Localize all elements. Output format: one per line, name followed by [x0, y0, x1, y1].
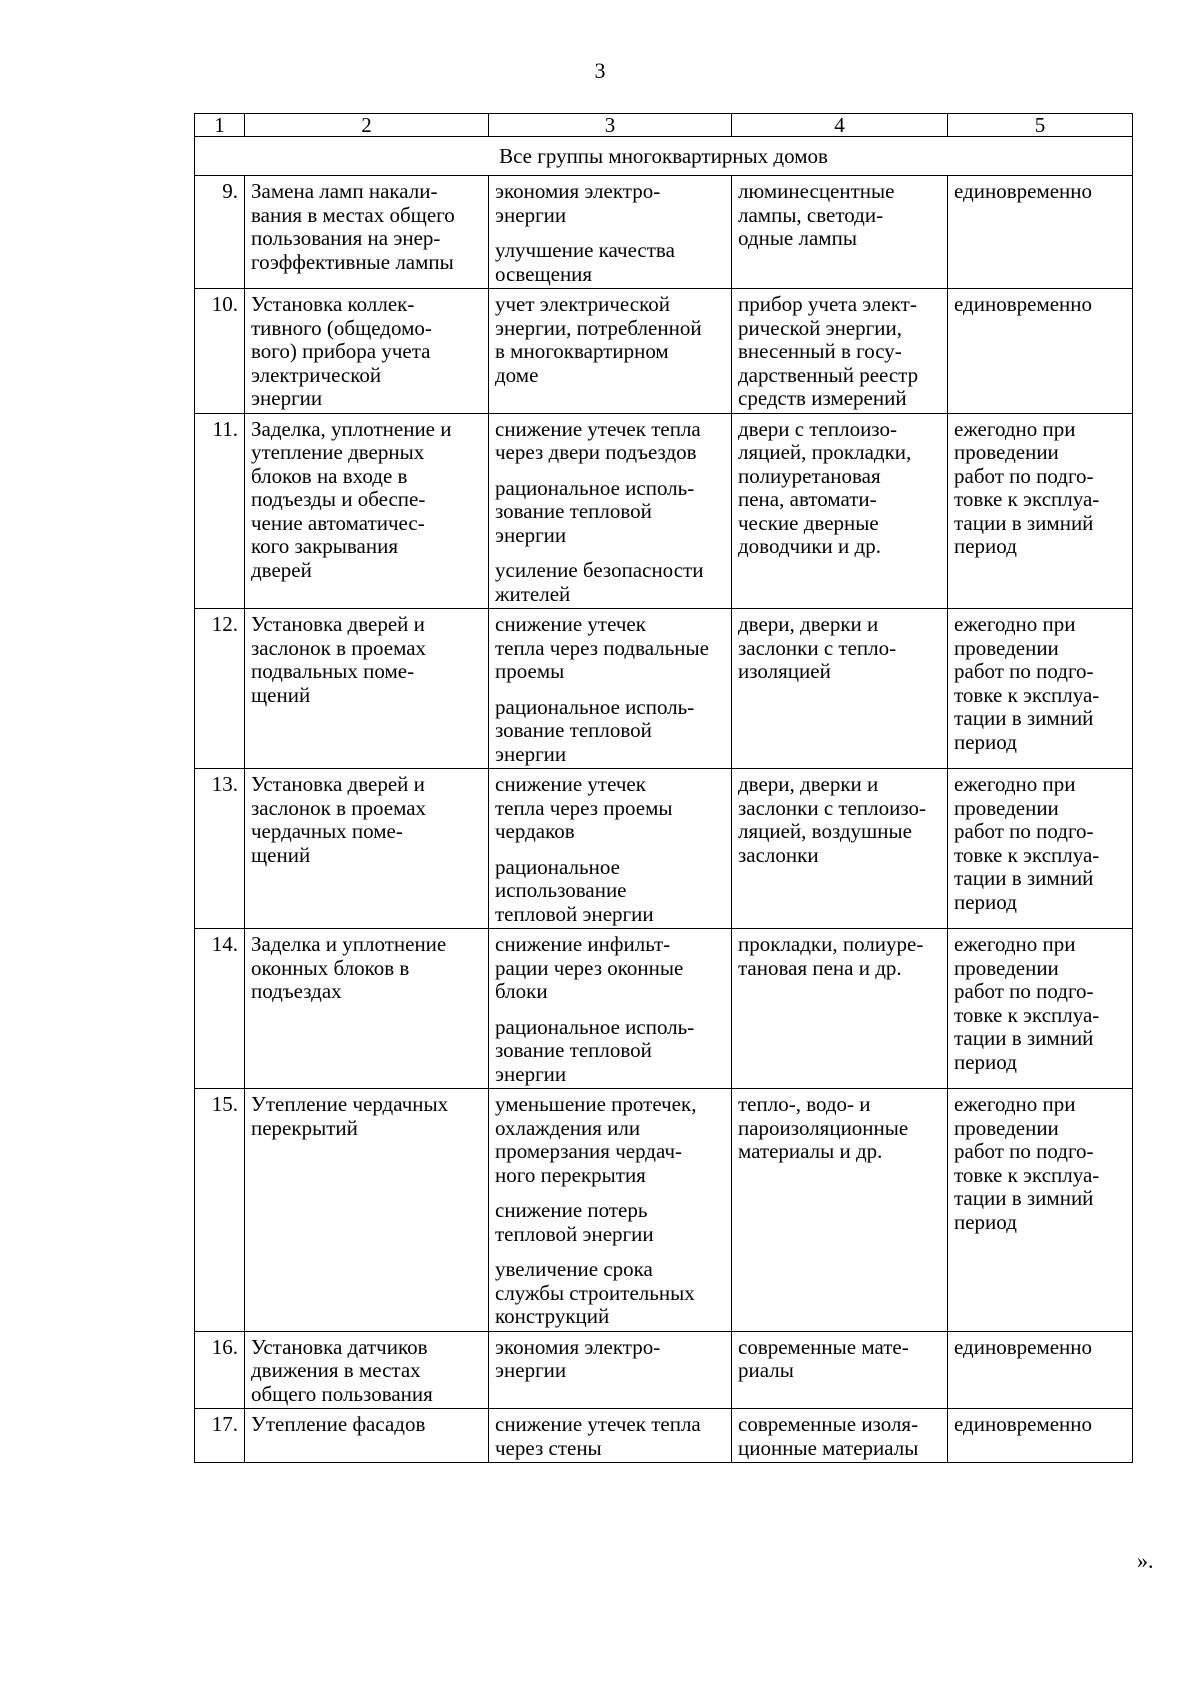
- frequency-cell: [948, 176, 1133, 289]
- effect-paragraph: [495, 239, 725, 286]
- effect-paragraph: [495, 1258, 725, 1329]
- cell-text-line: работ по подго-: [954, 819, 1094, 843]
- cell-text-line: зование тепловой: [495, 499, 652, 523]
- frequency-cell: [948, 609, 1133, 769]
- cell-text-line: тации в зимний: [954, 1026, 1094, 1050]
- cell-text-line: зование тепловой: [495, 718, 652, 742]
- effect-paragraph: [495, 418, 725, 465]
- cell-text-line: тепло-, водо- и: [738, 1092, 871, 1116]
- cell-text-line: заслонок в проемах: [251, 795, 427, 820]
- cell-text-line: ежегодно при: [954, 1092, 1076, 1116]
- row-number: 9.: [195, 176, 245, 289]
- cell-text-line: подвальных поме-: [251, 659, 415, 683]
- cell-text-line: рациональное исполь-: [495, 694, 695, 719]
- table-row: [195, 413, 1133, 609]
- expected-effect-cell: [489, 413, 732, 609]
- measure-name-cell: [245, 289, 489, 414]
- frequency-cell: [948, 289, 1133, 414]
- table-row: [195, 929, 1133, 1089]
- cell-text-line: Заделка, уплотнение и: [251, 416, 452, 441]
- cell-text-line: энергии: [495, 1358, 567, 1382]
- table-row: [195, 289, 1133, 414]
- cell-text-line: улучшение качества: [495, 238, 675, 262]
- cell-text-line: чердаков: [495, 819, 575, 843]
- equipment-cell: [732, 609, 948, 769]
- equipment-cell: [732, 1331, 948, 1409]
- cell-text-line: товке к эксплуа-: [954, 1162, 1100, 1187]
- cell-text-line: службы строительных: [495, 1280, 695, 1305]
- cell-text-line: внесенный в госу-: [738, 339, 902, 363]
- equipment-cell: [732, 769, 948, 929]
- cell-text-line: энергии: [495, 741, 567, 766]
- cell-text-line: проемы: [495, 659, 565, 683]
- measure-name-cell: [245, 413, 489, 609]
- effect-paragraph: [495, 933, 725, 1004]
- cell-text-line: тации в зимний: [954, 1186, 1094, 1210]
- cell-text-line: работ по подго-: [954, 659, 1094, 683]
- cell-text-line: заслонки с тепло-: [738, 635, 897, 660]
- cell-text-line: работ по подго-: [954, 979, 1094, 1003]
- expected-effect-cell: [489, 1409, 732, 1463]
- table-body: [195, 114, 1133, 1463]
- expected-effect-cell: [489, 289, 732, 414]
- group-header-row: [195, 137, 1133, 176]
- cell-text-line: энергии: [495, 1061, 567, 1086]
- cell-text-line: ежегодно при: [954, 932, 1076, 956]
- expected-effect-cell: [489, 176, 732, 289]
- table-row: [195, 1409, 1133, 1463]
- cell-text-line: зование тепловой: [495, 1038, 652, 1062]
- column-number-cell: 4: [732, 114, 948, 137]
- cell-text-line: через двери подъездов: [495, 440, 697, 464]
- cell-text-line: в многоквартирном: [495, 339, 669, 363]
- effect-paragraph: [495, 477, 725, 548]
- cell-text-line: доме: [495, 362, 539, 387]
- column-number-row: [195, 114, 1133, 137]
- effect-paragraph: [495, 1199, 725, 1246]
- equipment-cell: [732, 176, 948, 289]
- cell-text-line: энергии: [251, 386, 323, 410]
- expected-effect-cell: [489, 769, 732, 929]
- measure-name-cell: [245, 609, 489, 769]
- cell-text-line: через стены: [495, 1435, 602, 1460]
- cell-text-line: оконных блоков в: [251, 955, 410, 980]
- cell-text-line: электрической: [251, 362, 382, 387]
- table-row: [195, 1331, 1133, 1409]
- cell-text-line: блоков на входе в: [251, 463, 408, 488]
- effect-paragraph: [495, 559, 725, 606]
- measure-name-cell: [245, 1331, 489, 1409]
- cell-text-line: товке к эксплуа-: [954, 842, 1100, 867]
- cell-text-line: экономия электро-: [495, 179, 661, 203]
- cell-text-line: гоэффективные лампы: [251, 249, 454, 274]
- cell-text-line: тепловой энергии: [495, 901, 654, 926]
- cell-text-line: Замена ламп накали-: [251, 179, 438, 203]
- frequency-cell: [948, 1331, 1133, 1409]
- cell-text-line: пароизоляционные: [738, 1115, 909, 1140]
- row-number: 16.: [195, 1331, 245, 1409]
- cell-text-line: период: [954, 1049, 1017, 1074]
- row-number: 11.: [195, 413, 245, 609]
- cell-text-line: снижение инфильт-: [495, 932, 671, 956]
- cell-text-line: ежегодно при: [954, 612, 1076, 636]
- frequency-cell: [948, 413, 1133, 609]
- cell-text-line: период: [954, 534, 1017, 558]
- cell-text-line: тепла через подвальные: [495, 635, 709, 660]
- effect-paragraph: [495, 856, 725, 927]
- cell-text-line: Установка датчиков: [251, 1334, 428, 1359]
- effect-paragraph: [495, 1413, 725, 1460]
- cell-text-line: экономия электро-: [495, 1334, 661, 1359]
- cell-text-line: ежегодно при: [954, 416, 1076, 441]
- cell-text-line: проведении: [954, 955, 1059, 980]
- cell-text-line: перекрытий: [251, 1115, 358, 1140]
- cell-text-line: рациональное: [495, 854, 620, 879]
- effect-paragraph: [495, 1016, 725, 1087]
- column-number-cell: 5: [948, 114, 1133, 137]
- cell-text-line: Установка дверей и: [251, 772, 425, 796]
- cell-text-line: освещения: [495, 261, 593, 286]
- cell-text-line: единовременно: [954, 292, 1093, 316]
- cell-text-line: рациональное исполь-: [495, 475, 695, 500]
- cell-text-line: снижение утечек: [495, 612, 646, 636]
- cell-text-line: полиуретановая: [738, 463, 881, 488]
- cell-text-line: щений: [251, 682, 311, 707]
- page-number: 3: [594, 58, 606, 83]
- row-number: 15.: [195, 1089, 245, 1332]
- cell-text-line: единовременно: [954, 179, 1093, 203]
- cell-text-line: проведении: [954, 440, 1059, 464]
- table-row: [195, 176, 1133, 289]
- cell-text-line: работ по подго-: [954, 463, 1094, 488]
- cell-text-line: проведении: [954, 635, 1059, 660]
- cell-text-line: проведении: [954, 1115, 1059, 1140]
- cell-text-line: работ по подго-: [954, 1139, 1094, 1163]
- cell-text-line: энергии: [495, 202, 567, 227]
- cell-text-line: тановая пена и др.: [738, 955, 902, 980]
- cell-text-line: снижение утечек тепла: [495, 416, 701, 441]
- cell-text-line: ляцией, прокладки,: [738, 440, 912, 464]
- cell-text-line: общего пользования: [251, 1381, 433, 1406]
- table-row: [195, 1089, 1133, 1332]
- cell-text-line: ческие дверные: [738, 510, 879, 535]
- cell-text-line: период: [954, 1209, 1017, 1234]
- cell-text-line: Утепление фасадов: [251, 1412, 426, 1436]
- measure-name-cell: [245, 769, 489, 929]
- cell-text-line: чердачных поме-: [251, 819, 403, 843]
- cell-text-line: товке к эксплуа-: [954, 1002, 1100, 1027]
- effect-paragraph: [495, 1336, 725, 1383]
- effect-paragraph: [495, 613, 725, 684]
- cell-text-line: рациональное исполь-: [495, 1014, 695, 1039]
- cell-text-line: вания в местах общего: [251, 202, 455, 227]
- cell-text-line: заслонок в проемах: [251, 635, 427, 660]
- frequency-cell: [948, 1089, 1133, 1332]
- cell-text-line: Заделка и уплотнение: [251, 932, 447, 956]
- cell-text-line: щений: [251, 842, 311, 867]
- cell-text-line: тации в зимний: [954, 510, 1094, 535]
- cell-text-line: материалы и др.: [738, 1139, 883, 1163]
- equipment-cell: [732, 289, 948, 414]
- cell-text-line: рации через оконные: [495, 955, 684, 980]
- cell-text-line: двери, дверки и: [738, 772, 879, 796]
- cell-text-line: доводчики и др.: [738, 534, 881, 558]
- closing-quote-mark: ».: [1137, 1548, 1154, 1573]
- expected-effect-cell: [489, 1331, 732, 1409]
- cell-text-line: ного перекрытия: [495, 1162, 646, 1187]
- cell-text-line: тепловой энергии: [495, 1221, 654, 1246]
- cell-text-line: современные мате-: [738, 1334, 909, 1359]
- cell-text-line: пена, автомати-: [738, 487, 877, 511]
- cell-text-line: энергии: [495, 522, 567, 547]
- energy-measures-table: [194, 113, 1133, 1463]
- cell-text-line: заслонки: [738, 842, 819, 867]
- cell-text-line: увеличение срока: [495, 1257, 653, 1281]
- cell-text-line: подъездах: [251, 979, 342, 1003]
- cell-text-line: тации в зимний: [954, 866, 1094, 890]
- cell-text-line: усиление безопасности: [495, 558, 704, 582]
- cell-text-line: дверей: [251, 557, 312, 582]
- column-number-cell: 2: [245, 114, 489, 137]
- cell-text-line: дарственный реестр: [738, 362, 919, 387]
- cell-text-line: двери, дверки и: [738, 612, 879, 636]
- cell-text-line: заслонки с теплоизо-: [738, 795, 927, 820]
- cell-text-line: чение автоматичес-: [251, 510, 425, 535]
- cell-text-line: пользования на энер-: [251, 226, 441, 250]
- cell-text-line: кого закрывания: [251, 534, 398, 558]
- cell-text-line: промерзания чердач-: [495, 1139, 683, 1163]
- group-title: Все группы многоквартирных домов: [195, 137, 1133, 176]
- cell-text-line: подъезды и обеспе-: [251, 487, 426, 511]
- effect-paragraph: [495, 180, 725, 227]
- cell-text-line: период: [954, 889, 1017, 914]
- cell-text-line: снижение утечек: [495, 772, 646, 796]
- column-number-cell: 3: [489, 114, 732, 137]
- cell-text-line: люминесцентные: [738, 179, 895, 203]
- expected-effect-cell: [489, 1089, 732, 1332]
- cell-text-line: блоки: [495, 979, 548, 1003]
- expected-effect-cell: [489, 609, 732, 769]
- equipment-cell: [732, 1409, 948, 1463]
- cell-text-line: товке к эксплуа-: [954, 682, 1100, 707]
- cell-text-line: тивного (общедомо-: [251, 315, 432, 340]
- cell-text-line: изоляцией: [738, 659, 831, 683]
- measure-name-cell: [245, 1089, 489, 1332]
- cell-text-line: конструкций: [495, 1304, 610, 1328]
- row-number: 10.: [195, 289, 245, 414]
- cell-text-line: ционные материалы: [738, 1435, 919, 1460]
- effect-paragraph: [495, 773, 725, 844]
- cell-text-line: энергии, потребленной: [495, 315, 702, 340]
- frequency-cell: [948, 1409, 1133, 1463]
- cell-text-line: учет электрической: [495, 292, 670, 316]
- cell-text-line: единовременно: [954, 1412, 1093, 1436]
- cell-text-line: средств измерений: [738, 386, 907, 410]
- frequency-cell: [948, 929, 1133, 1089]
- cell-text-line: тепла через проемы: [495, 795, 673, 820]
- cell-text-line: ляцией, воздушные: [738, 819, 912, 843]
- cell-text-line: проведении: [954, 795, 1059, 820]
- expected-effect-cell: [489, 929, 732, 1089]
- cell-text-line: использование: [495, 878, 627, 902]
- effect-paragraph: [495, 696, 725, 767]
- cell-text-line: период: [954, 729, 1017, 754]
- row-number: 12.: [195, 609, 245, 769]
- cell-text-line: тации в зимний: [954, 706, 1094, 730]
- cell-text-line: двери с теплоизо-: [738, 416, 897, 441]
- equipment-cell: [732, 413, 948, 609]
- cell-text-line: снижение утечек тепла: [495, 1412, 701, 1436]
- cell-text-line: утепление дверных: [251, 440, 425, 464]
- frequency-cell: [948, 769, 1133, 929]
- cell-text-line: товке к эксплуа-: [954, 487, 1100, 511]
- cell-text-line: единовременно: [954, 1334, 1093, 1359]
- cell-text-line: прокладки, полиуре-: [738, 932, 924, 956]
- measure-name-cell: [245, 176, 489, 289]
- cell-text-line: рической энергии,: [738, 315, 903, 340]
- cell-text-line: одные лампы: [738, 226, 857, 250]
- cell-text-line: лампы, светоди-: [738, 202, 884, 227]
- cell-text-line: вого) прибора учета: [251, 339, 431, 363]
- row-number: 13.: [195, 769, 245, 929]
- table-row: [195, 769, 1133, 929]
- effect-paragraph: [495, 293, 725, 387]
- cell-text-line: Установка дверей и: [251, 612, 425, 636]
- table-row: [195, 609, 1133, 769]
- equipment-cell: [732, 929, 948, 1089]
- effect-paragraph: [495, 1093, 725, 1187]
- cell-text-line: Установка коллек-: [251, 292, 415, 316]
- cell-text-line: Утепление чердачных: [251, 1092, 449, 1116]
- column-number-cell: 1: [195, 114, 245, 137]
- cell-text-line: ежегодно при: [954, 772, 1076, 796]
- cell-text-line: снижение потерь: [495, 1198, 648, 1222]
- cell-text-line: жителей: [495, 581, 571, 606]
- cell-text-line: движения в местах: [251, 1358, 421, 1382]
- cell-text-line: риалы: [738, 1358, 794, 1382]
- cell-text-line: современные изоля-: [738, 1412, 919, 1436]
- cell-text-line: охлаждения или: [495, 1115, 641, 1140]
- row-number: 14.: [195, 929, 245, 1089]
- equipment-cell: [732, 1089, 948, 1332]
- measure-name-cell: [245, 929, 489, 1089]
- row-number: 17.: [195, 1409, 245, 1463]
- measure-name-cell: [245, 1409, 489, 1463]
- cell-text-line: прибор учета элект-: [738, 292, 917, 316]
- cell-text-line: уменьшение протечек,: [495, 1092, 697, 1116]
